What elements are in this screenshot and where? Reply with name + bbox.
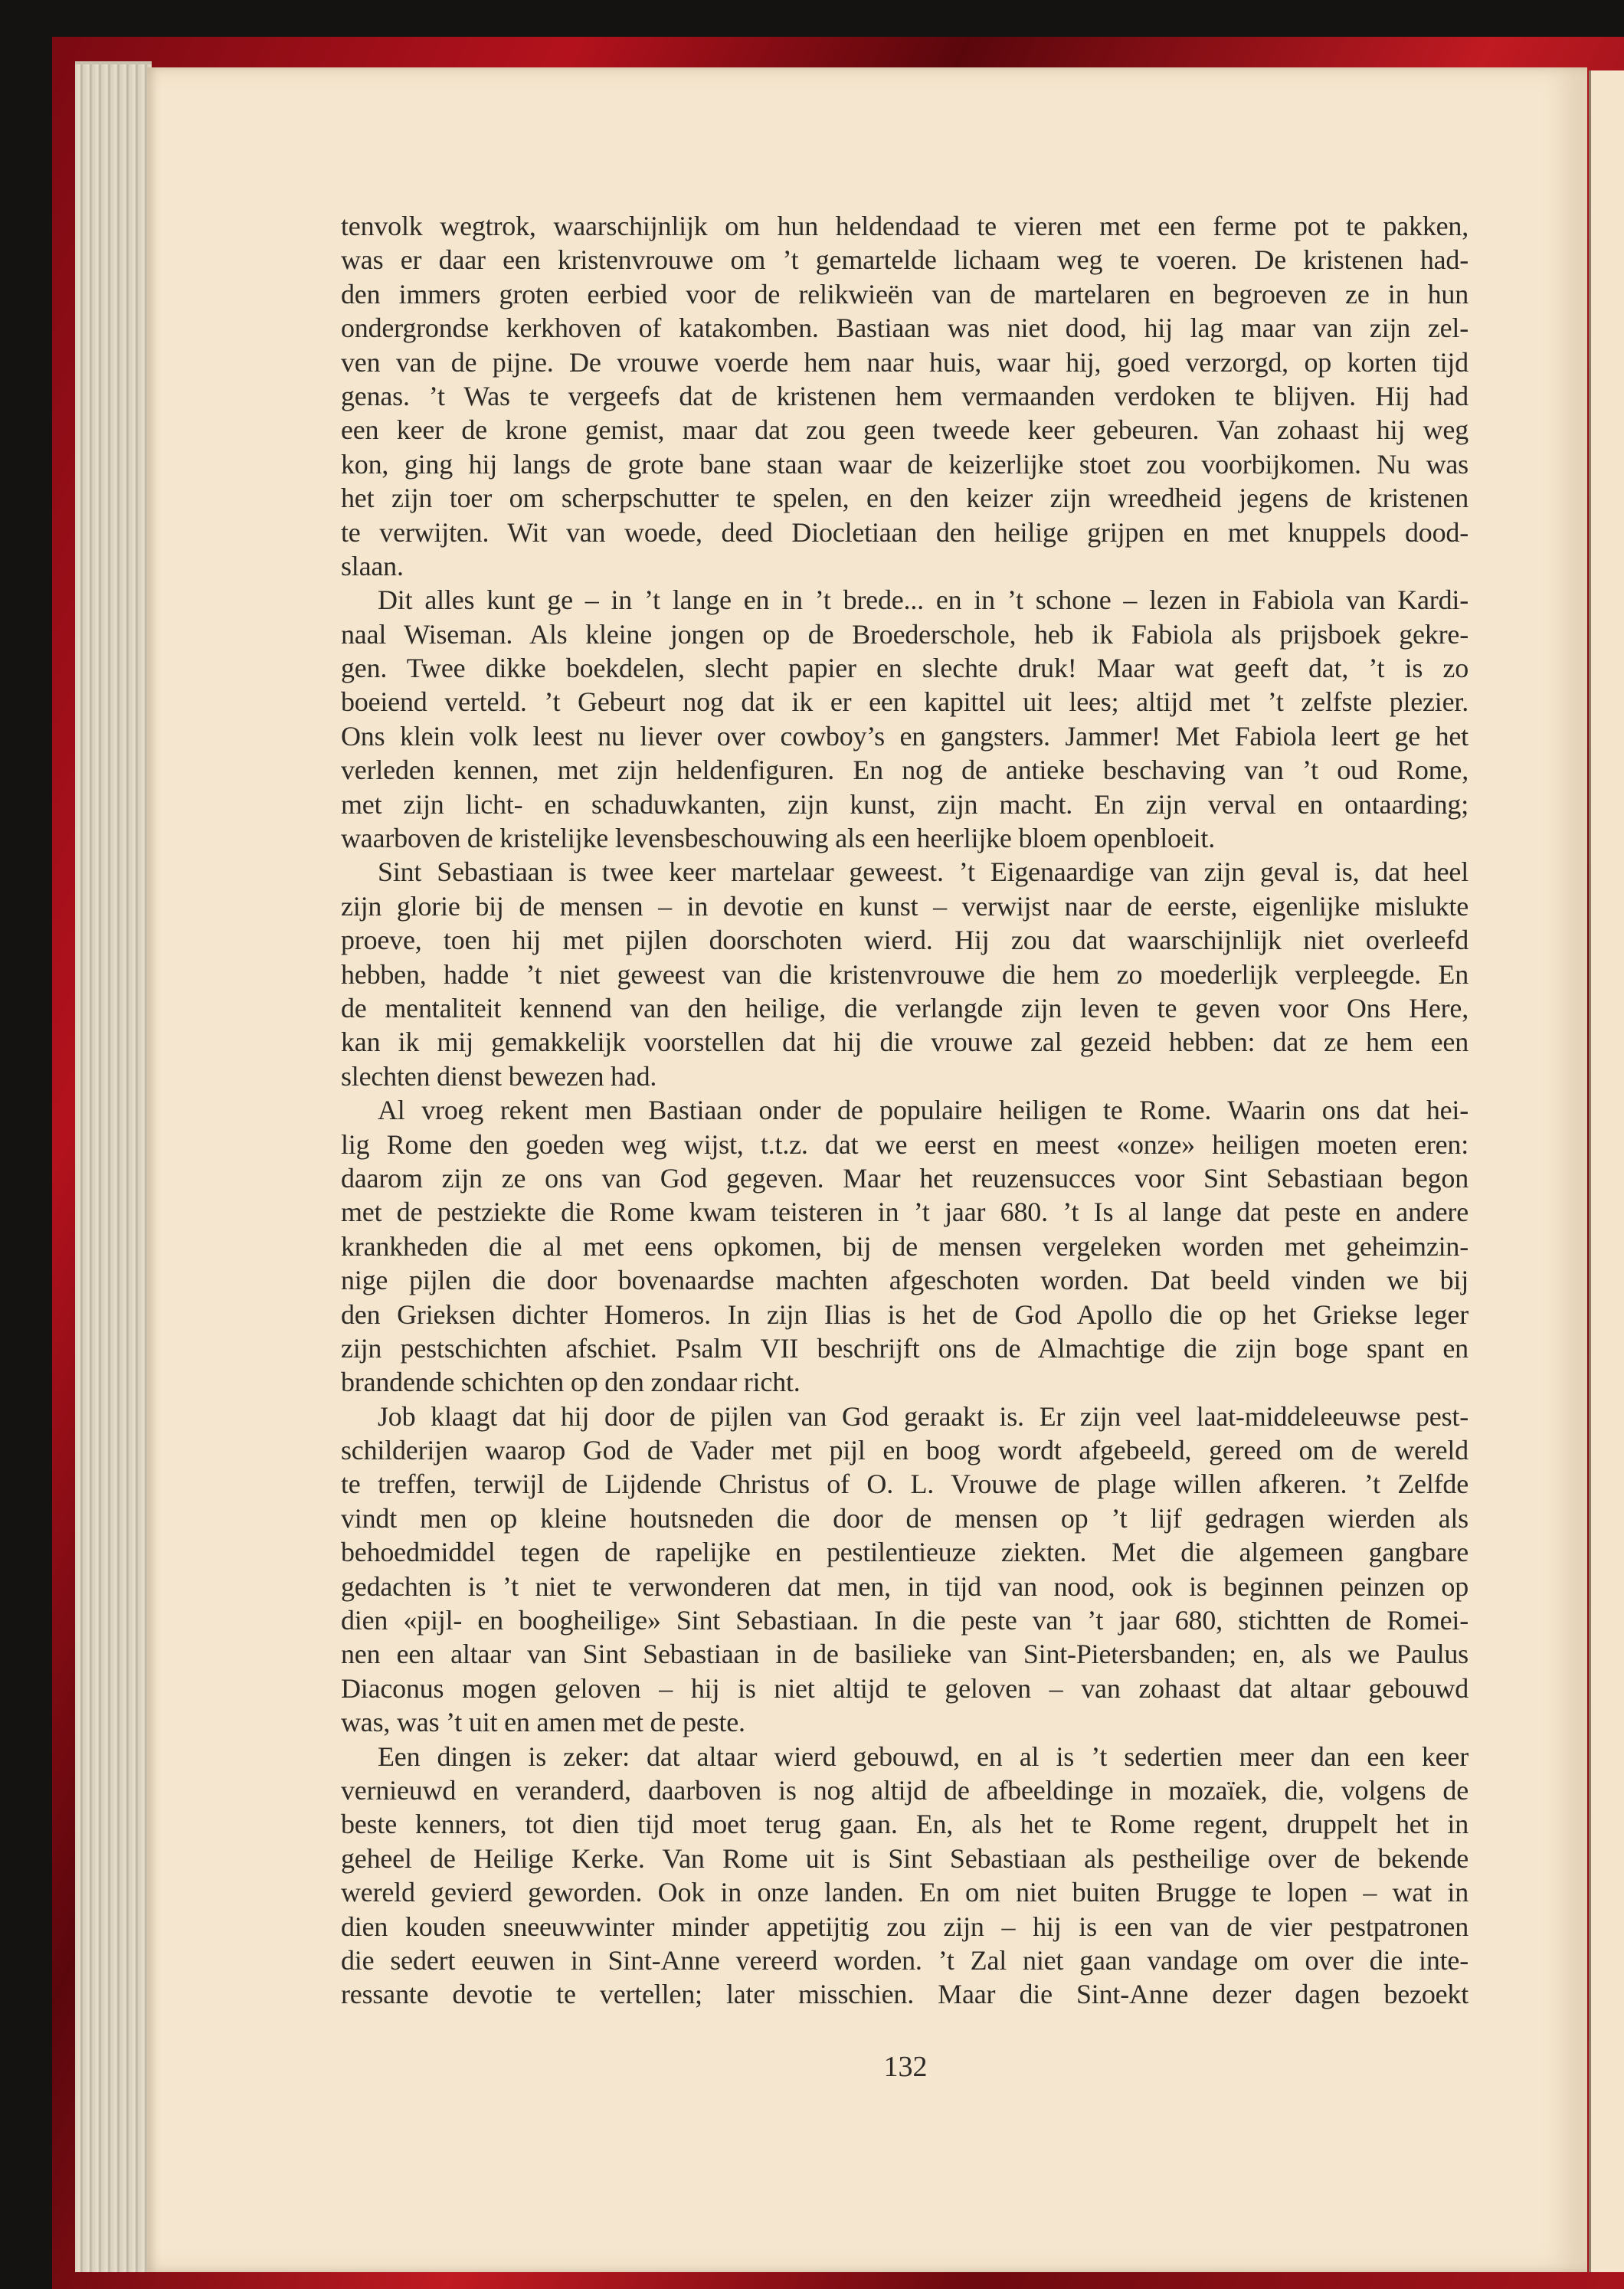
text-line: verleden kennen, met zijn heldenfiguren. En nog de antieke beschaving van ’t oud Rome, — [341, 755, 1468, 786]
text-line: daarom zijn ze ons van God gegeven. Maar het reuzensucces voor Sint Sebastiaan begon — [341, 1162, 1468, 1194]
text-line: zijn pestschichten afschiet. Psalm VII beschrijft ons de Almachtige die zijn boge spant en — [341, 1332, 1468, 1364]
text-line: de mentaliteit kennend van den heilige, die verlangde zijn leven te geven voor Ons Here, — [341, 992, 1468, 1023]
text-line: hebben, hadde ’t niet geweest van die kristenvrouwe die hem zo moederlijk verpleegde. En — [341, 958, 1468, 990]
text-line: vindt men op kleine houtsneden die door de mensen op ’t lijf gedragen wierden als — [341, 1502, 1468, 1534]
text-line: zijn glorie bij de mensen – in devotie en kunst – verwijst naar de eerste, eigenlijke mislukte — [341, 890, 1468, 922]
text-line: proeve, toen hij met pijlen doorschoten wierd. Hij zou dat waarschijnlijk niet overleefd — [341, 925, 1468, 956]
text-line: een keer de krone gemist, maar dat zou geen tweede keer gebeuren. Van zohaast hij weg — [341, 414, 1468, 446]
text-line: ondergrondse kerkhoven of katakomben. Bastiaan was niet dood, hij lag maar van zijn zel- — [341, 313, 1468, 344]
text-line: die sedert eeuwen in Sint-Anne vereerd worden. ’t Zal niet gaan vandage om over die inte- — [341, 1944, 1468, 1976]
text-line: kon, ging hij langs de grote bane staan waar de keizerlijke stoet zou voorbijkomen. Nu was — [341, 448, 1468, 480]
page-number: 132 — [883, 2051, 928, 2083]
paragraph — [341, 583, 1468, 855]
text-line: schilderijen waarop God de Vader met pijl en boog wordt afgebeeld, gereed om de wereld — [341, 1435, 1468, 1466]
text-line: brandende schichten op den zondaar richt. — [341, 1367, 801, 1398]
text-line: dien kouden sneeuwwinter minder appetijtig zou zijn – hij is een van de vier pestpatronen — [341, 1911, 1468, 1942]
paragraph — [341, 855, 1468, 1093]
text-line: tenvolk wegtrok, waarschijnlijk om hun heldendaad te vieren met een ferme pot te pakken, — [341, 211, 1468, 241]
text-line: te treffen, terwijl de Lijdende Christus of O. L. Vrouwe de plage willen afkeren. ’t Zelfde — [341, 1469, 1468, 1500]
text-line: wereld gevierd geworden. Ook in onze landen. En om niet buiten Brugge te lopen – wat in — [341, 1877, 1468, 1908]
text-line: beste kenners, tot dien tijd moet terug gaan. En, als het te Rome regent, druppelt het in — [341, 1809, 1468, 1840]
body-text — [341, 209, 1468, 2012]
facing-page-edge — [1589, 70, 1624, 2272]
text-line: te verwijten. Wit van woede, deed Diocletiaan den heilige grijpen en met knuppels dood- — [341, 516, 1468, 548]
text-line: Sint Sebastiaan is twee keer martelaar geweest. ’t Eigenaardige van zijn geval is, dat heel — [378, 856, 1468, 888]
text-line: krankheden die al met eens opkomen, bij de mensen vergeleken worden met geheimzin- — [341, 1230, 1468, 1262]
text-line: dien «pijl- en boogheilige» Sint Sebastiaan. In die peste van ’t jaar 680, stichtten de Romei- — [341, 1605, 1468, 1636]
text-line: Ons klein volk leest nu liever over cowboy’s en gangsters. Jammer! Met Fabiola leert ge het — [341, 720, 1468, 752]
text-line: Job klaagt dat hij door de pijlen van God geraakt is. Er zijn veel laat-middeleeuwse pest- — [378, 1400, 1468, 1432]
page-edges — [75, 61, 152, 2272]
text-line: lig Rome den goeden weg wijst, t.t.z. dat we eerst en meest «onze» heiligen moeten eren: — [341, 1128, 1468, 1160]
paragraph — [341, 1093, 1468, 1400]
text-line: Dit alles kunt ge – in ’t lange en in ’t brede... en in ’t schone – lezen in Fabiola van Kardi- — [378, 585, 1468, 616]
text-line: kan ik mij gemakkelijk voorstellen dat hij die vrouwe zal gezeid hebben: dat ze hem een — [341, 1027, 1468, 1058]
text-line: was er daar een kristenvrouwe om ’t gemartelde lichaam weg te voeren. De kristenen had- — [341, 244, 1468, 276]
text-line: slechten dienst bewezen had. — [341, 1060, 657, 1092]
text-line: den immers groten eerbied voor de relikwieën van de martelaren en begroeven ze in hun — [341, 278, 1468, 309]
text-line: behoedmiddel tegen de rapelijke en pestilentieuze ziekten. Met die algemeen gangbare — [341, 1537, 1468, 1568]
text-line: waarboven de kristelijke levensbeschouwing als een heerlijke bloem openbloeit. — [341, 823, 1216, 854]
text-line: met de pestziekte die Rome kwam teisteren in ’t jaar 680. ’t Is al lange dat peste en andere — [341, 1197, 1468, 1228]
text-line: vernieuwd en veranderd, daarboven is nog altijd de afbeeldinge in mozaïek, die, volgens de — [341, 1774, 1468, 1806]
text-line: was, was ’t uit en amen met de peste. — [341, 1707, 745, 1738]
paragraph — [341, 1740, 1468, 2012]
text-line: nige pijlen die door bovenaardse machten afgeschoten worden. Dat beeld vinden we bij — [341, 1265, 1468, 1296]
paragraph — [341, 1400, 1468, 1740]
text-line: Diaconus mogen geloven – hij is niet altijd te geloven – van zohaast dat altaar gebouwd — [341, 1672, 1468, 1704]
text-line: met zijn licht- en schaduwkanten, zijn kunst, zijn macht. En zijn verval en ontaarding; — [341, 788, 1468, 820]
text-line: gedachten is ’t niet te verwonderen dat men, in tijd van nood, ook is beginnen peinzen op — [341, 1570, 1468, 1602]
text-line: ven van de pijne. De vrouwe voerde hem naar huis, waar hij, goed verzorgd, op korten tijd — [341, 346, 1468, 378]
text-line: Een dingen is zeker: dat altaar wierd gebouwd, en al is ’t sedertien meer dan een keer — [378, 1740, 1468, 1772]
text-line: Al vroeg rekent men Bastiaan onder de populaire heiligen te Rome. Waarin ons dat hei- — [378, 1095, 1468, 1126]
text-line: boeiend verteld. ’t Gebeurt nog dat ik er een kapittel uit lees; altijd met ’t zelfste plezier. — [341, 686, 1468, 718]
text-line: ressante devotie te vertellen; later misschien. Maar die Sint-Anne dezer dagen bezoekt — [341, 1979, 1468, 2010]
text-line: geheel de Heilige Kerke. Van Rome uit is Sint Sebastiaan als pestheilige over de bekende — [341, 1842, 1468, 1874]
text-line: slaan. — [341, 550, 404, 581]
text-line: genas. ’t Was te vergeefs dat de kristenen hem vermaanden verdoken te blijven. Hij had — [341, 380, 1468, 411]
text-line: gen. Twee dikke boekdelen, slecht papier en slechte druk! Maar wat geeft dat, ’t is zo — [341, 653, 1468, 684]
text-line: naal Wiseman. Als kleine jongen op de Broederschole, heb ik Fabiola als prijsboek gekre- — [341, 618, 1468, 650]
text-line: het zijn toer om scherpschutter te spelen, en den keizer zijn wreedheid jegens de kristenen — [341, 483, 1468, 514]
text-line: nen een altaar van Sint Sebastiaan in de basilieke van Sint-Pietersbanden; en, als we Paulus — [341, 1639, 1468, 1670]
paragraph — [341, 209, 1468, 583]
text-line: den Grieksen dichter Homeros. In zijn Ilias is het de God Apollo die op het Griekse leger — [341, 1298, 1468, 1330]
